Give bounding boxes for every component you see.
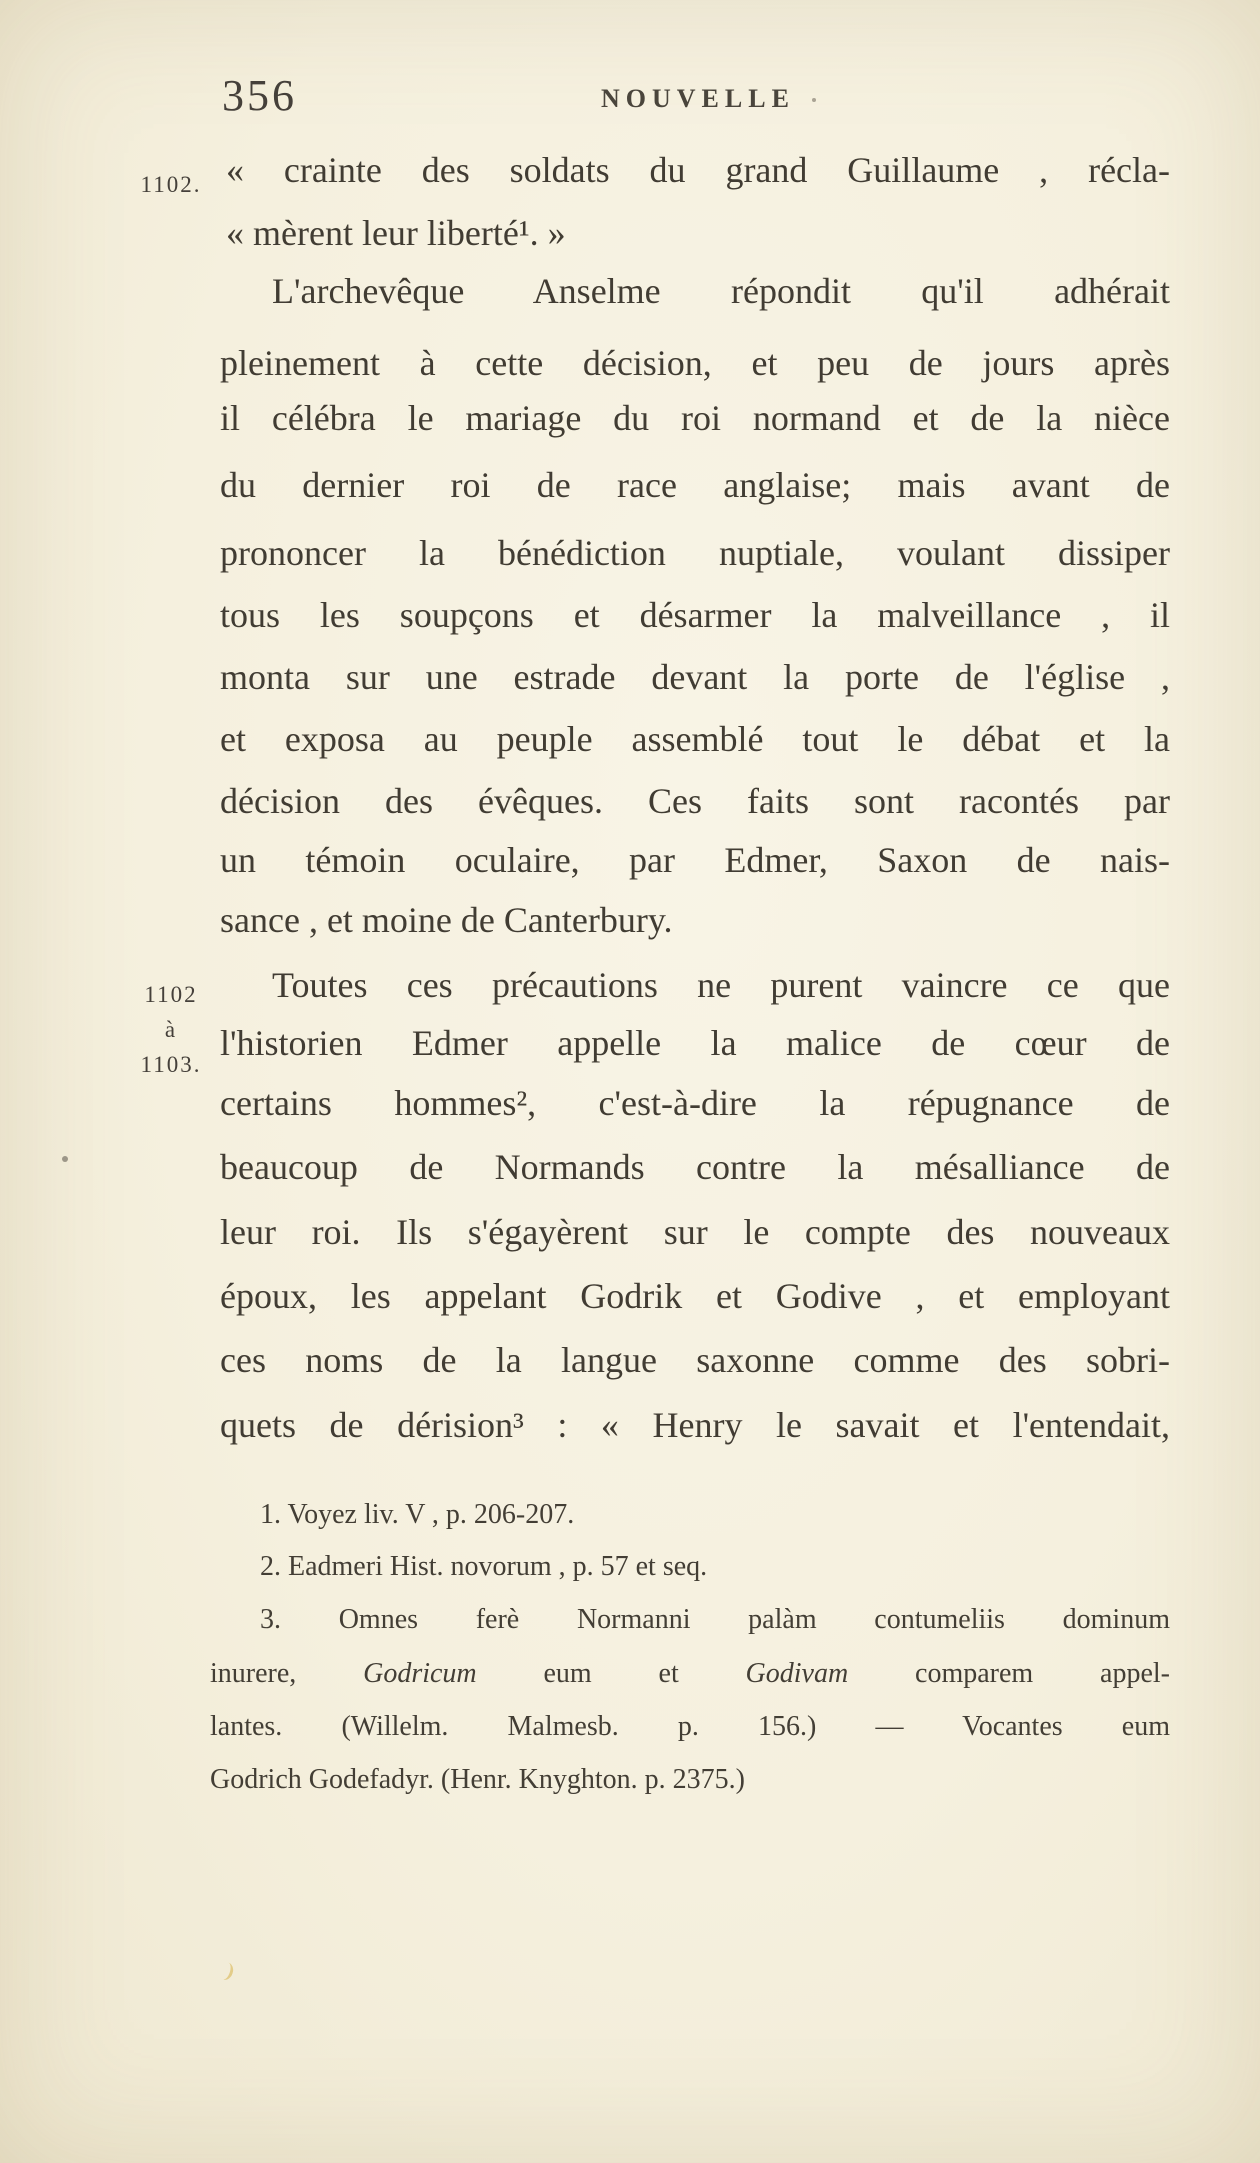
footnote-3-line-1: 3. Omnes ferè Normanni palàm contumeliis dominum bbox=[260, 1604, 1170, 1635]
body-line: ces noms de la langue saxonne comme des sobri- bbox=[220, 1340, 1170, 1380]
ink-speck bbox=[812, 98, 816, 102]
running-head: NOUVELLE bbox=[601, 84, 795, 113]
body-line: tous les soupçons et désarmer la malveillance , il bbox=[220, 595, 1170, 635]
body-line: décision des évêques. Ces faits sont racontés par bbox=[220, 781, 1170, 821]
footnote-3-line-2 bbox=[210, 1657, 1170, 1691]
margin-note-year: 1102. bbox=[140, 172, 202, 197]
page-number: 356 bbox=[222, 71, 297, 120]
footnote-text: eum et bbox=[476, 1658, 746, 1689]
body-line: prononcer la bénédiction nuptiale, voulant dissiper bbox=[220, 533, 1170, 573]
body-line: leur roi. Ils s'égayèrent sur le compte des nouveaux bbox=[220, 1212, 1170, 1252]
body-line: un témoin oculaire, par Edmer, Saxon de nais- bbox=[220, 840, 1170, 880]
body-line: monta sur une estrade devant la porte de l'église , bbox=[220, 657, 1170, 697]
footnote-italic-name: Godivam bbox=[745, 1658, 849, 1689]
body-line: sance , et moine de Canterbury. bbox=[220, 900, 673, 940]
margin-note-line: 1102 bbox=[144, 982, 198, 1007]
footnote-3-line-4: Godrich Godefadyr. (Henr. Knyghton. p. 2375.) bbox=[210, 1764, 746, 1795]
footnote-3-line-3: lantes. (Willelm. Malmesb. p. 156.) — Vocantes eum bbox=[210, 1711, 1170, 1742]
footnote-text: comparem appel- bbox=[848, 1658, 1170, 1689]
ink-speck bbox=[62, 1156, 68, 1162]
footnote-italic-name: Godricum bbox=[363, 1658, 477, 1689]
body-line: « crainte des soldats du grand Guillaume , récla- bbox=[226, 150, 1170, 190]
body-line: l'historien Edmer appelle la malice de cœur de bbox=[220, 1023, 1170, 1063]
body-line: du dernier roi de race anglaise; mais avant de bbox=[220, 465, 1170, 505]
body-line: L'archevêque Anselme répondit qu'il adhérait bbox=[272, 271, 1170, 311]
body-line: quets de dérision³ : « Henry le savait et l'entendait, bbox=[220, 1405, 1170, 1445]
footnote-1: 1. Voyez liv. V , p. 206-207. bbox=[260, 1499, 575, 1530]
paper-stain bbox=[216, 1960, 236, 1982]
body-line: et exposa au peuple assemblé tout le débat et la bbox=[220, 719, 1170, 759]
body-line: Toutes ces précautions ne purent vaincre ce que bbox=[272, 965, 1170, 1005]
margin-note-year-range bbox=[128, 977, 214, 1082]
footnote-text: inurere, bbox=[210, 1658, 364, 1689]
body-line: « mèrent leur liberté¹. » bbox=[226, 213, 566, 253]
body-line: pleinement à cette décision, et peu de jours après bbox=[220, 343, 1170, 383]
footnote-2: 2. Eadmeri Hist. novorum , p. 57 et seq. bbox=[260, 1551, 708, 1582]
body-line: époux, les appelant Godrik et Godive , et employant bbox=[220, 1276, 1170, 1316]
body-line: beaucoup de Normands contre la mésalliance de bbox=[220, 1147, 1170, 1187]
margin-note-line: 1103. bbox=[140, 1052, 202, 1077]
body-line: certains hommes², c'est-à-dire la répugnance de bbox=[220, 1083, 1170, 1123]
body-line: il célébra le mariage du roi normand et de la nièce bbox=[220, 398, 1170, 438]
margin-note-line: à bbox=[164, 1017, 178, 1042]
